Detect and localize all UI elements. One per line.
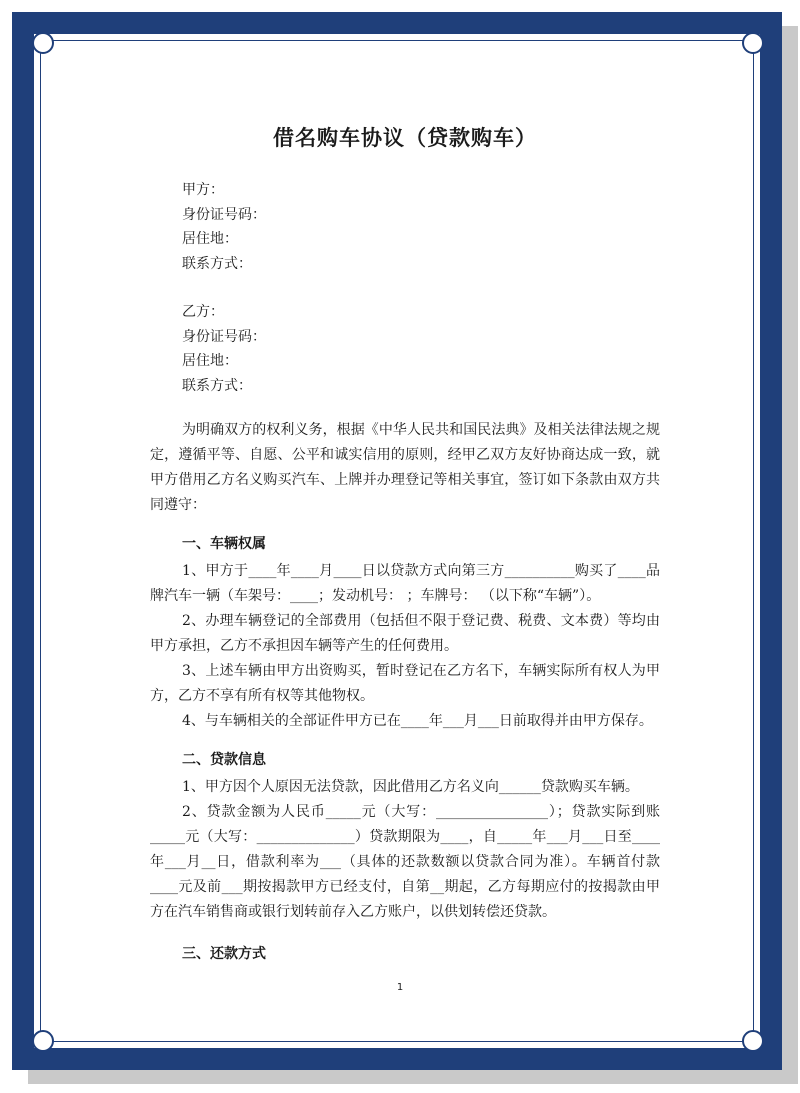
party-b-contact-label: 联系方式： — [182, 377, 252, 394]
clause-paragraph: 4、与车辆相关的全部证件甲方已在____年___月___日前取得并由甲方保存。 — [182, 713, 653, 729]
section-heading: 二、贷款信息 — [182, 752, 266, 768]
party-b-block — [182, 300, 660, 398]
intro-paragraph: 为明确双方的权利义务，根据《中华人民共和国民法典》及相关法律法规之规定，遵循平等、自愿、公平和诚实信用的原则，经甲乙双方友好协商达成一致，就甲方借用乙方名义购买汽车、上牌并办理登记等相关事宜，签订如下条款由双方共同遵守： — [150, 422, 660, 513]
party-b-address-label: 居住地： — [182, 353, 238, 369]
section-heading: 三、还款方式 — [182, 946, 266, 962]
page-number: 1 — [396, 982, 404, 993]
clause-paragraph: 3、上述车辆由甲方出资购买，暂时登记在乙方名下，车辆实际所有权人为甲方，乙方不享有所有权等其他物权。 — [150, 663, 660, 704]
document-title: 借名购车协议（贷款购车） — [273, 126, 537, 150]
document-body — [150, 122, 660, 969]
party-a-address-label: 居住地： — [182, 231, 238, 247]
clause-paragraph: 1、甲方因个人原因无法贷款，因此借用乙方名义向______贷款购买车辆。 — [182, 779, 639, 795]
clause-paragraph: 2、贷款金额为人民币_____元（大写：________________）；贷款实际到账_____元（大写：______________）贷款期限为____，自_____年___月___日至____年___月__日，借款利率为___（具体的还款数额以贷款合同为准）。车辆首付款____元及前___期按揭款甲方已经支付，自第__期起，乙方每期应付的按揭款由甲方在汽车销售商或银行划转前存入乙方账户，以供划转偿还贷款。 — [150, 804, 660, 920]
section-heading: 一、车辆权属 — [182, 536, 266, 552]
party-b-label: 乙方： — [182, 304, 224, 320]
party-a-label: 甲方： — [182, 182, 224, 198]
clause-paragraph: 1、甲方于____年____月____日以贷款方式向第三方__________购买了____品牌汽车一辆（车架号：____；发动机号： ；车牌号： （以下称“车辆”）。 — [150, 563, 660, 604]
corner-ornament-icon — [32, 1030, 54, 1052]
clause-paragraph: 2、办理车辆登记的全部费用（包括但不限于登记费、税费、文本费）等均由甲方承担，乙方不承担因车辆等产生的任何费用。 — [150, 613, 660, 654]
corner-ornament-icon — [32, 32, 54, 54]
party-a-contact-label: 联系方式： — [182, 255, 252, 272]
corner-ornament-icon — [742, 1030, 764, 1052]
party-a-block — [182, 178, 660, 276]
party-a-id-label: 身份证号码： — [182, 206, 266, 223]
party-b-id-label: 身份证号码： — [182, 328, 266, 345]
corner-ornament-icon — [742, 32, 764, 54]
